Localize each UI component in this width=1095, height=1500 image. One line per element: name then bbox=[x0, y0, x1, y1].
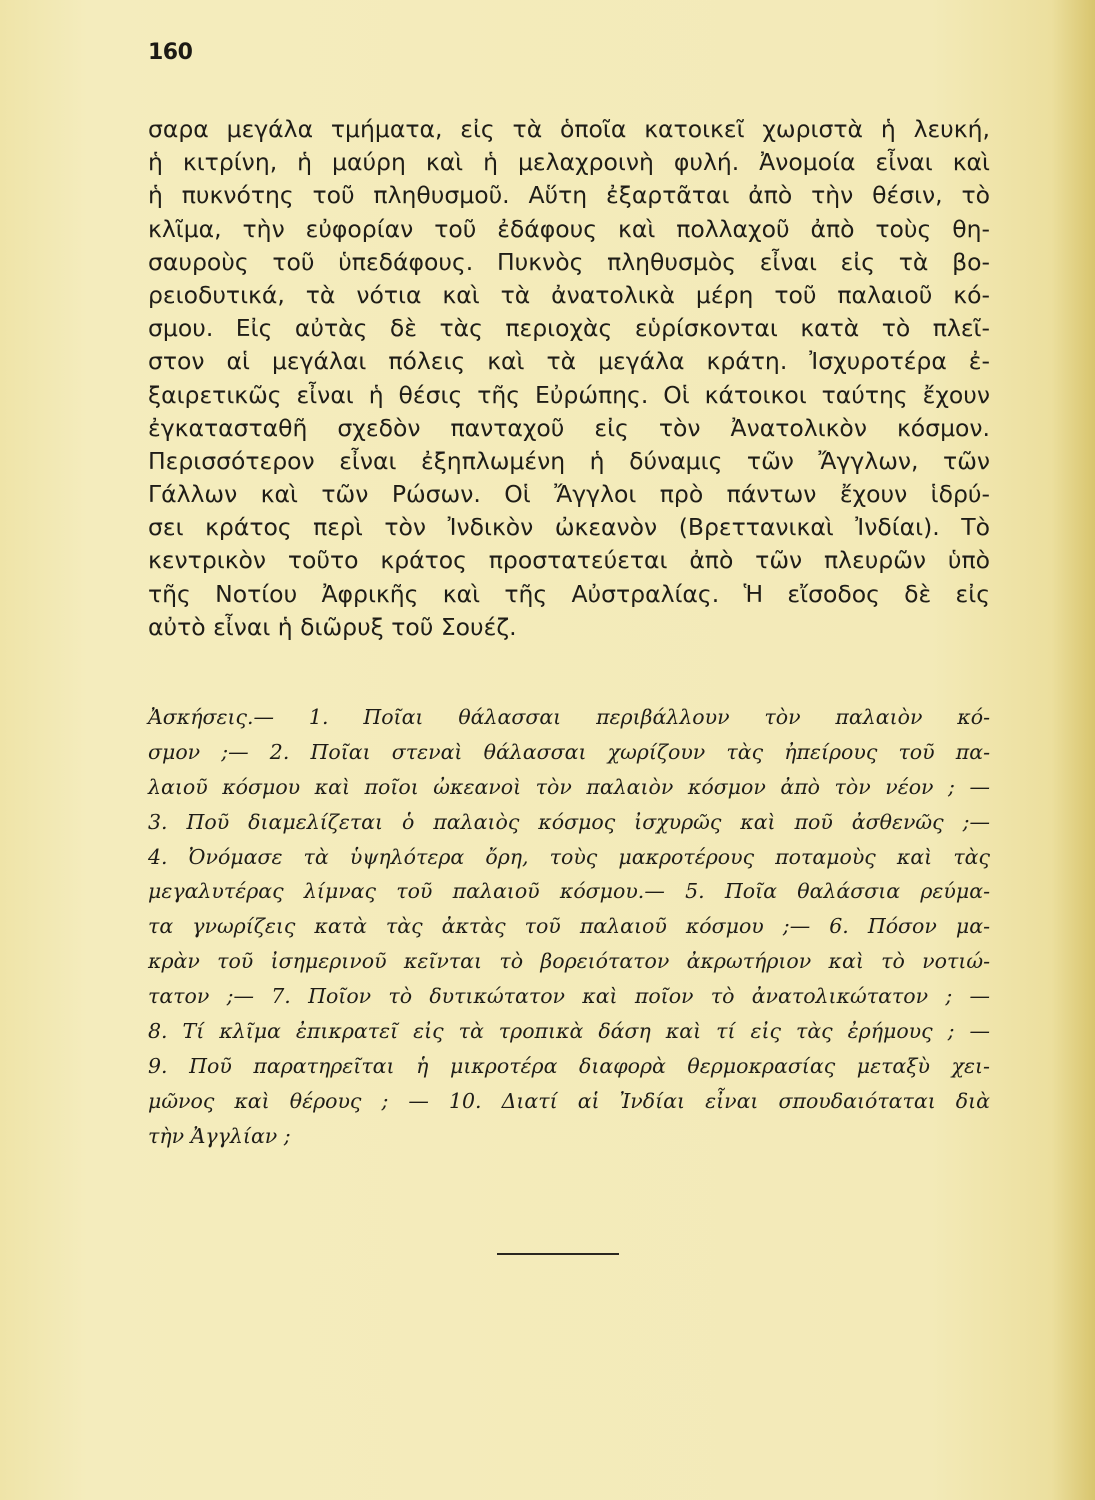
text-line: Γάλλων καὶ τῶν Ρώσων. Οἱ Ἄγγλοι πρὸ πάντων ἔχουν ἱδρύ- bbox=[148, 480, 990, 509]
exercises-section bbox=[148, 700, 990, 1154]
exercise-line: 3. Ποῦ διαμελίζεται ὁ παλαιὸς κόσμος ἰσχυρῶς καὶ ποῦ ἀσθενῶς ;— bbox=[148, 809, 990, 834]
main-text bbox=[148, 113, 990, 644]
exercise-line: τα γνωρίζεις κατὰ τὰς ἀκτὰς τοῦ παλαιοῦ κόσμου ;— 6. Πόσον μα- bbox=[148, 914, 990, 939]
exercise-line: μῶνος καὶ θέρους ; — 10. Διατί αἱ Ἰνδίαι εἶναι σπουδαιόταται διὰ bbox=[148, 1088, 990, 1113]
text-line: κλῖμα, τὴν εὐφορίαν τοῦ ἐδάφους καὶ πολλαχοῦ ἀπὸ τοὺς θη- bbox=[148, 214, 990, 243]
text-line: Περισσότερον εἶναι ἐξηπλωμένη ἡ δύναμις τῶν Ἄγγλων, τῶν bbox=[148, 446, 990, 475]
exercise-line: 9. Ποῦ παρατηρεῖται ἡ μικροτέρα διαφορὰ θερμοκρασίας μεταξὺ χει- bbox=[148, 1053, 990, 1078]
exercise-line: κρὰν τοῦ ἰσημερινοῦ κεῖνται τὸ βορειότατον ἀκρωτήριον καὶ τὸ νοτιώ- bbox=[148, 949, 990, 974]
text-line: σαυροὺς τοῦ ὑπεδάφους. Πυκνὸς πληθυσμὸς εἶναι εἰς τὰ βο- bbox=[148, 247, 990, 276]
exercise-line: μεγαλυτέρας λίμνας τοῦ παλαιοῦ κόσμου.— 5. Ποῖα θαλάσσια ρεύμα- bbox=[148, 879, 990, 904]
exercise-line: τατον ;— 7. Ποῖον τὸ δυτικώτατον καὶ ποῖον τὸ ἀνατολικώτατον ; — bbox=[148, 984, 990, 1009]
text-line: κεντρικὸν τοῦτο κράτος προστατεύεται ἀπὸ τῶν πλευρῶν ὑπὸ bbox=[148, 546, 990, 575]
exercise-line: 8. Τί κλῖμα ἐπικρατεῖ εἰς τὰ τροπικὰ δάση καὶ τί εἰς τὰς ἐρήμους ; — bbox=[148, 1019, 990, 1044]
text-line: ἐγκατασταθῆ σχεδὸν πανταχοῦ εἰς τὸν Ἀνατολικὸν κόσμον. bbox=[148, 413, 990, 442]
text-line: ἡ κιτρίνη, ἡ μαύρη καὶ ἡ μελαχροινὴ φυλή. Ἀνομοία εἶναι καὶ bbox=[148, 148, 990, 177]
exercise-line: 4. Ὀνόμασε τὰ ὑψηλότερα ὄρη, τοὺς μακροτέρους ποταμοὺς καὶ τὰς bbox=[148, 844, 990, 869]
page-number: 160 bbox=[148, 40, 193, 65]
text-line: τῆς Νοτίου Ἀφρικῆς καὶ τῆς Αὐστραλίας. Ἡ εἴσοδος δὲ εἰς bbox=[148, 579, 990, 608]
text-line: ἡ πυκνότης τοῦ πληθυσμοῦ. Αὕτη ἐξαρτᾶται ἀπὸ τὴν θέσιν, τὸ bbox=[148, 181, 990, 210]
text-line: σει κράτος περὶ τὸν Ἰνδικὸν ὠκεανὸν (Βρεττανικαὶ Ἰνδίαι). Τὸ bbox=[148, 513, 990, 542]
exercise-line: Ἀσκήσεις.— 1. Ποῖαι θάλασσαι περιβάλλουν τὸν παλαιὸν κό- bbox=[148, 705, 990, 729]
exercise-line: σμον ;— 2. Ποῖαι στεναὶ θάλασσαι χωρίζουν τὰς ἠπείρους τοῦ πα- bbox=[148, 739, 990, 764]
exercise-line: λαιοῦ κόσμου καὶ ποῖοι ὠκεανοὶ τὸν παλαιὸν κόσμον ἀπὸ τὸν νέον ; — bbox=[148, 774, 990, 799]
text-line: στον αἱ μεγάλαι πόλεις καὶ τὰ μεγάλα κράτη. Ἰσχυροτέρα ἐ- bbox=[148, 347, 990, 376]
text-line: ξαιρετικῶς εἶναι ἡ θέσις τῆς Εὐρώπης. Οἱ κάτοικοι ταύτης ἔχουν bbox=[148, 380, 990, 409]
text-line: αὐτὸ εἶναι ἡ διῶρυξ τοῦ Σουέζ. bbox=[148, 612, 517, 641]
text-line: σαρα μεγάλα τμήματα, εἰς τὰ ὁποῖα κατοικεῖ χωριστὰ ἡ λευκή, bbox=[148, 115, 990, 143]
text-line: ρειοδυτικά, τὰ νότια καὶ τὰ ἀνατολικὰ μέρη τοῦ παλαιοῦ κό- bbox=[148, 280, 990, 309]
section-divider bbox=[497, 1253, 619, 1255]
text-line: σμου. Εἰς αὐτὰς δὲ τὰς περιοχὰς εὑρίσκονται κατὰ τὸ πλεῖ- bbox=[148, 314, 990, 343]
exercise-line: τὴν Ἀγγλίαν ; bbox=[148, 1123, 291, 1148]
